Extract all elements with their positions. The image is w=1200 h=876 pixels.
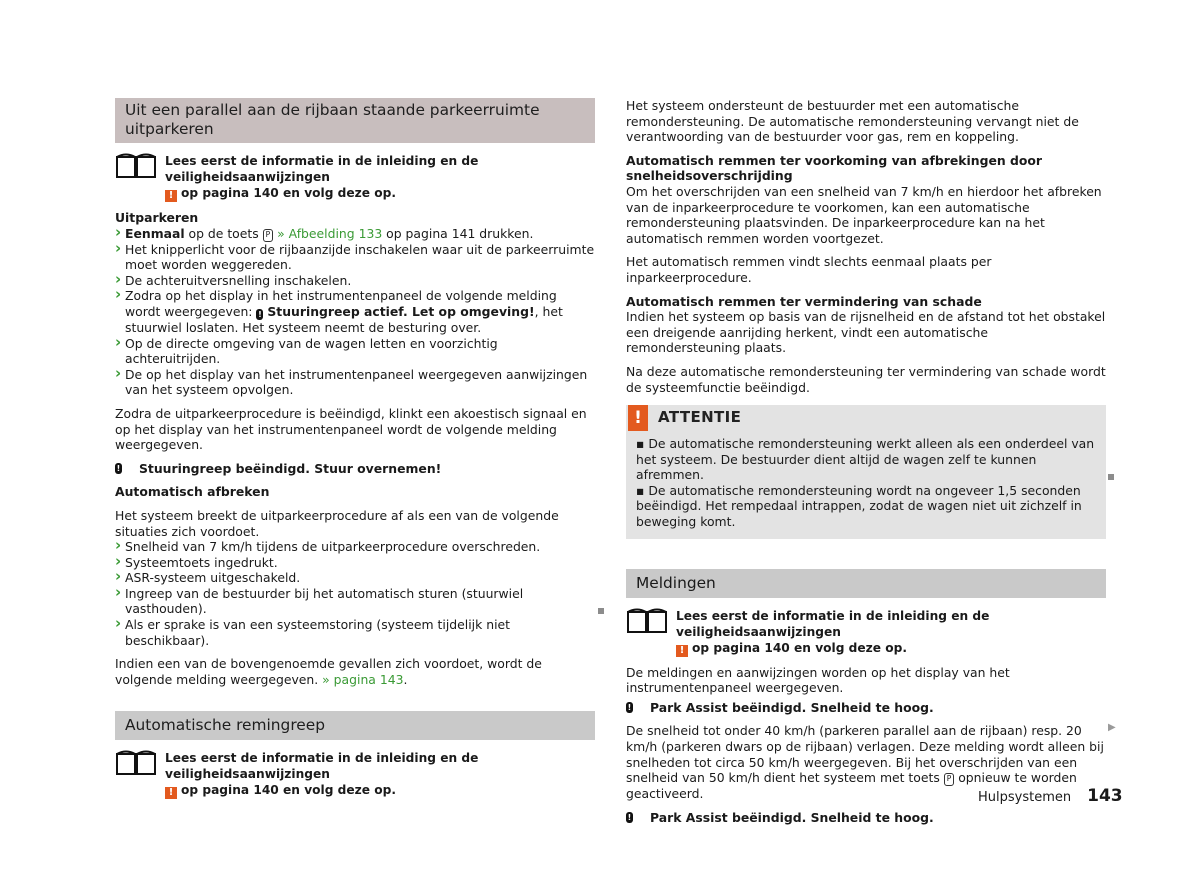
warning-icon: ! — [165, 190, 177, 202]
attentie-item: ▪ De automatische remondersteuning werkt alleen als een onderdeel van het systeem. De bestuurder dient altijd de wagen zelf te kunnen afremmen. — [636, 436, 1095, 483]
info-note — [115, 153, 595, 202]
message-text: Stuuringreep beëindigd. Stuur overnemen! — [139, 460, 442, 476]
paragraph: Na deze automatische remondersteuning ter vermindering van schade wordt de systeemfunctie beëindigd. — [626, 363, 1106, 395]
paragraph: Het automatisch remmen vindt slechts eenmaal plaats per inparkeerprocedure. — [626, 254, 992, 285]
section-name: Hulpsystemen — [978, 790, 1072, 805]
page-number: 143 — [1087, 786, 1123, 806]
paragraph: Indien het systeem op basis van de rijsnelheid en de afstand tot het obstakel een dreigende aanrijding herkent, vindt een automatische remondersteuning plaats. — [626, 309, 1106, 356]
continue-arrow-icon: ▶ — [1108, 722, 1116, 733]
info-text: Lees eerst de informatie in de inleiding en de veiligheidsaanwijzingen — [165, 751, 479, 782]
info-icon: ! — [258, 309, 262, 319]
list-item: › Zodra op het display in het instrumentenpaneel de volgende melding wordt weergegeven: ! Stuuringreep actief. Let op omgeving!, het stuurwiel loslaten. Het systeem neemt de besturing over. — [115, 288, 595, 335]
steps-list — [115, 226, 595, 398]
paragraph: Het systeem breekt de uitparkeerprocedure af als een van de volgende situaties zich voordoet. — [115, 507, 559, 539]
message-line — [626, 700, 1106, 716]
right-column — [626, 98, 1106, 833]
info-ref: op pagina 140 en volg deze op. — [181, 783, 396, 798]
section-end-marker — [1108, 474, 1114, 480]
left-column — [115, 98, 595, 807]
subheading-afbreken: Automatisch afbreken — [115, 484, 270, 500]
attentie-title: ATTENTIE — [658, 408, 742, 427]
warning-icon: ! — [165, 787, 177, 799]
figure-link[interactable]: » Afbeelding 133 — [277, 225, 383, 241]
park-button-icon: P — [263, 229, 274, 242]
section-title-meldingen: Meldingen — [626, 569, 1106, 598]
list-item: › Systeemtoets ingedrukt. — [115, 555, 595, 571]
section-title-uitparkeren: Uit een parallel aan de rijbaan staande parkeerruimte uitparkeren — [115, 98, 595, 143]
list-item: › De op het display van het instrumentenpaneel weergegeven aanwijzingen van het systeem opvolgen. — [115, 367, 595, 398]
list-item: › Ingreep van de bestuurder bij het automatisch sturen (stuurwiel vasthouden). — [115, 586, 595, 617]
message-line — [626, 810, 1106, 826]
page-footer — [978, 786, 1123, 806]
info-text: Lees eerst de informatie in de inleiding en de veiligheidsaanwijzingen — [676, 608, 990, 639]
info-icon: ! — [627, 813, 632, 823]
list-item: › Op de directe omgeving van de wagen letten en voorzichtig achteruitrijden. — [115, 336, 595, 367]
info-note — [626, 608, 1106, 657]
attentie-item: ▪ De automatische remondersteuning wordt na ongeveer 1,5 seconden beëindigd. Het rempedaal intrappen, zodat de wagen niet uit zichzelf in beweging komt. — [636, 482, 1082, 530]
section-title-remingreep: Automatische remingreep — [115, 711, 595, 740]
info-text: Lees eerst de informatie in de inleiding en de veiligheidsaanwijzingen — [165, 154, 479, 184]
section-end-marker — [598, 608, 604, 614]
paragraph: Indien een van de bovengenoemde gevallen zich voordoet, wordt de volgende melding weergegeven. » pagina 143. — [115, 656, 542, 687]
subheading-uitparkeren: Uitparkeren — [115, 210, 199, 225]
page-link[interactable]: » pagina 143 — [322, 671, 404, 687]
paragraph: Zodra de uitparkeerprocedure is beëindigd, klinkt een akoestisch signaal en op het display van het instrumentenpaneel wordt de volgende melding weergegeven. — [115, 405, 587, 453]
paragraph: De meldingen en aanwijzingen worden op het display van het instrumentenpaneel weergegeven. — [626, 664, 1010, 696]
message-text: Park Assist beëindigd. Snelheid te hoog. — [650, 699, 934, 715]
message-line — [115, 461, 595, 477]
book-icon — [626, 608, 668, 634]
park-button-icon: P — [944, 773, 955, 786]
book-icon — [115, 153, 157, 179]
message-text: Park Assist beëindigd. Snelheid te hoog. — [650, 809, 934, 825]
attentie-box — [626, 405, 1106, 539]
list-item: › Eenmaal op de toets P » Afbeelding 133 op pagina 141 drukken. — [115, 226, 595, 242]
conditions-list — [115, 539, 595, 648]
list-item: › Als er sprake is van een systeemstoring (systeem tijdelijk niet beschikbaar). — [115, 617, 595, 648]
info-ref: op pagina 140 en volg deze op. — [692, 640, 907, 655]
list-item: › ASR-systeem uitgeschakeld. — [115, 570, 595, 586]
paragraph: De snelheid tot onder 40 km/h (parkeren parallel aan de rijbaan) resp. 20 km/h (parkeren dwars op de rijbaan) verlagen. Deze melding wordt alleen bij snelheden tot circa 50 km/h weergegeven. Bij het overschrijden van een snelheid van 50 km/h dient het systeem met toets P opnieuw te worden geactiveerd. — [626, 723, 1104, 802]
info-icon: ! — [116, 464, 121, 474]
book-icon — [115, 750, 157, 776]
list-item: › Het knipperlicht voor de rijbaanzijde inschakelen waar uit de parkeerruimte moet worden weggereden. — [115, 242, 595, 273]
info-note — [115, 750, 595, 799]
list-item: › De achteruitversnelling inschakelen. — [115, 273, 595, 289]
paragraph: Om het overschrijden van een snelheid van 7 km/h en hierdoor het afbreken van de inparkeerprocedure te voorkomen, kan een automatische remondersteuning plaatsvinden. De inparkeerprocedure kan na het automatisch remmen worden voortgezet. — [626, 183, 1102, 246]
warning-icon: ! — [628, 405, 648, 431]
subheading: Automatisch remmen ter vermindering van schade — [626, 293, 982, 309]
subheading: Automatisch remmen ter voorkoming van afbrekingen door snelheidsoverschrijding — [626, 152, 1042, 184]
paragraph: Het systeem ondersteunt de bestuurder met een automatische remondersteuning. De automatische remondersteuning vervangt niet de verantwoording van de bestuurder voor gas, rem en koppeling. — [626, 98, 1079, 145]
warning-icon: ! — [676, 645, 688, 657]
list-item: › Snelheid van 7 km/h tijdens de uitparkeerprocedure overschreden. — [115, 539, 595, 555]
info-icon: ! — [627, 703, 632, 713]
info-ref: op pagina 140 en volg deze op. — [181, 186, 396, 200]
